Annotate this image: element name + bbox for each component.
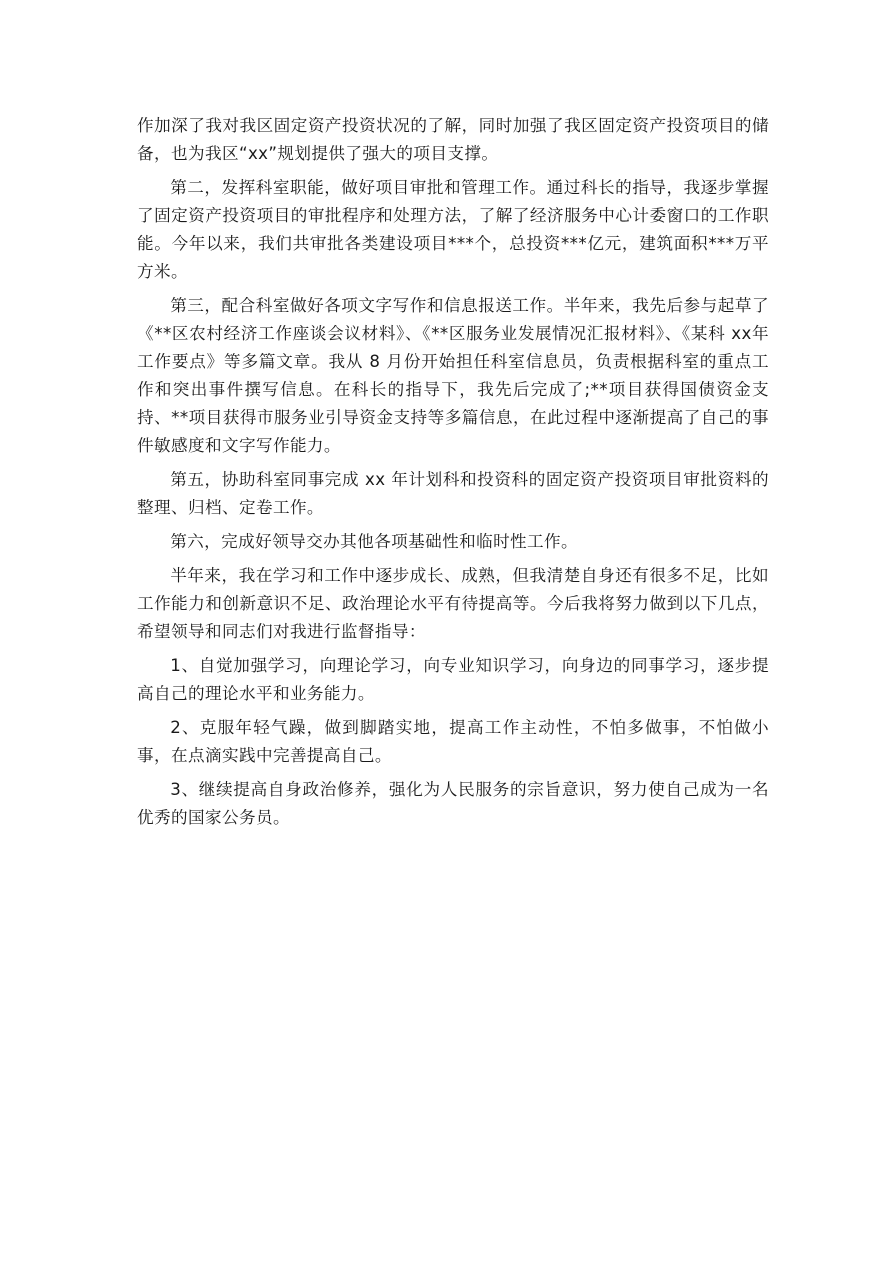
paragraph-fifth-item: 第五，协助科室同事完成 xx 年计划科和投资科的固定资产投资项目审批资料的整理、归档、定卷工作。 <box>137 470 769 517</box>
paragraph-plan-3: 3、继续提高自身政治修养，强化为人民服务的宗旨意识，努力使自己成为一名优秀的国家公务员。 <box>137 780 769 827</box>
paragraph-summary: 半年来，我在学习和工作中逐步成长、成熟，但我清楚自身还有很多不足，比如工作能力和创新意识不足、政治理论水平有待提高等。今后我将努力做到以下几点，希望领导和同志们对我进行监督指导： <box>137 566 769 641</box>
paragraph-second-item: 第二，发挥科室职能，做好项目审批和管理工作。通过科长的指导，我逐步掌握了固定资产投资项目的审批程序和处理方法，了解了经济服务中心计委窗口的工作职能。今年以来，我们共审批各类建设项目***个，总投资***亿元，建筑面积***万平方米。 <box>137 178 769 281</box>
paragraph-sixth-item: 第六，完成好领导交办其他各项基础性和临时性工作。 <box>170 532 579 551</box>
paragraph-continuation: 作加深了我对我区固定资产投资状况的了解，同时加强了我区固定资产投资项目的储备，也为我区“xx”规划提供了强大的项目支撑。 <box>137 116 769 163</box>
paragraph-third-item: 第三，配合科室做好各项文字写作和信息报送工作。半年来，我先后参与起草了《**区农村经济工作座谈会议材料》、《**区服务业发展情况汇报材料》、《某科 xx年工作要点》等多篇文章。我从 8 月份开始担任科室信息员，负责根据科室的重点工作和突出事件撰写信息。在科长的指导下，我先后完成了;**项目获得国债资金支持、**项目获得市服务业引导资金支持等多篇信息，在此过程中逐渐提高了自己的事件敏感度和文字写作能力。 <box>137 296 769 455</box>
paragraph-plan-2: 2、克服年轻气躁，做到脚踏实地，提高工作主动性，不怕多做事，不怕做小事，在点滴实践中完善提高自己。 <box>137 718 769 765</box>
paragraph-plan-1: 1、自觉加强学习，向理论学习，向专业知识学习，向身边的同事学习，逐步提高自己的理论水平和业务能力。 <box>137 656 769 703</box>
document-body <box>137 112 769 838</box>
